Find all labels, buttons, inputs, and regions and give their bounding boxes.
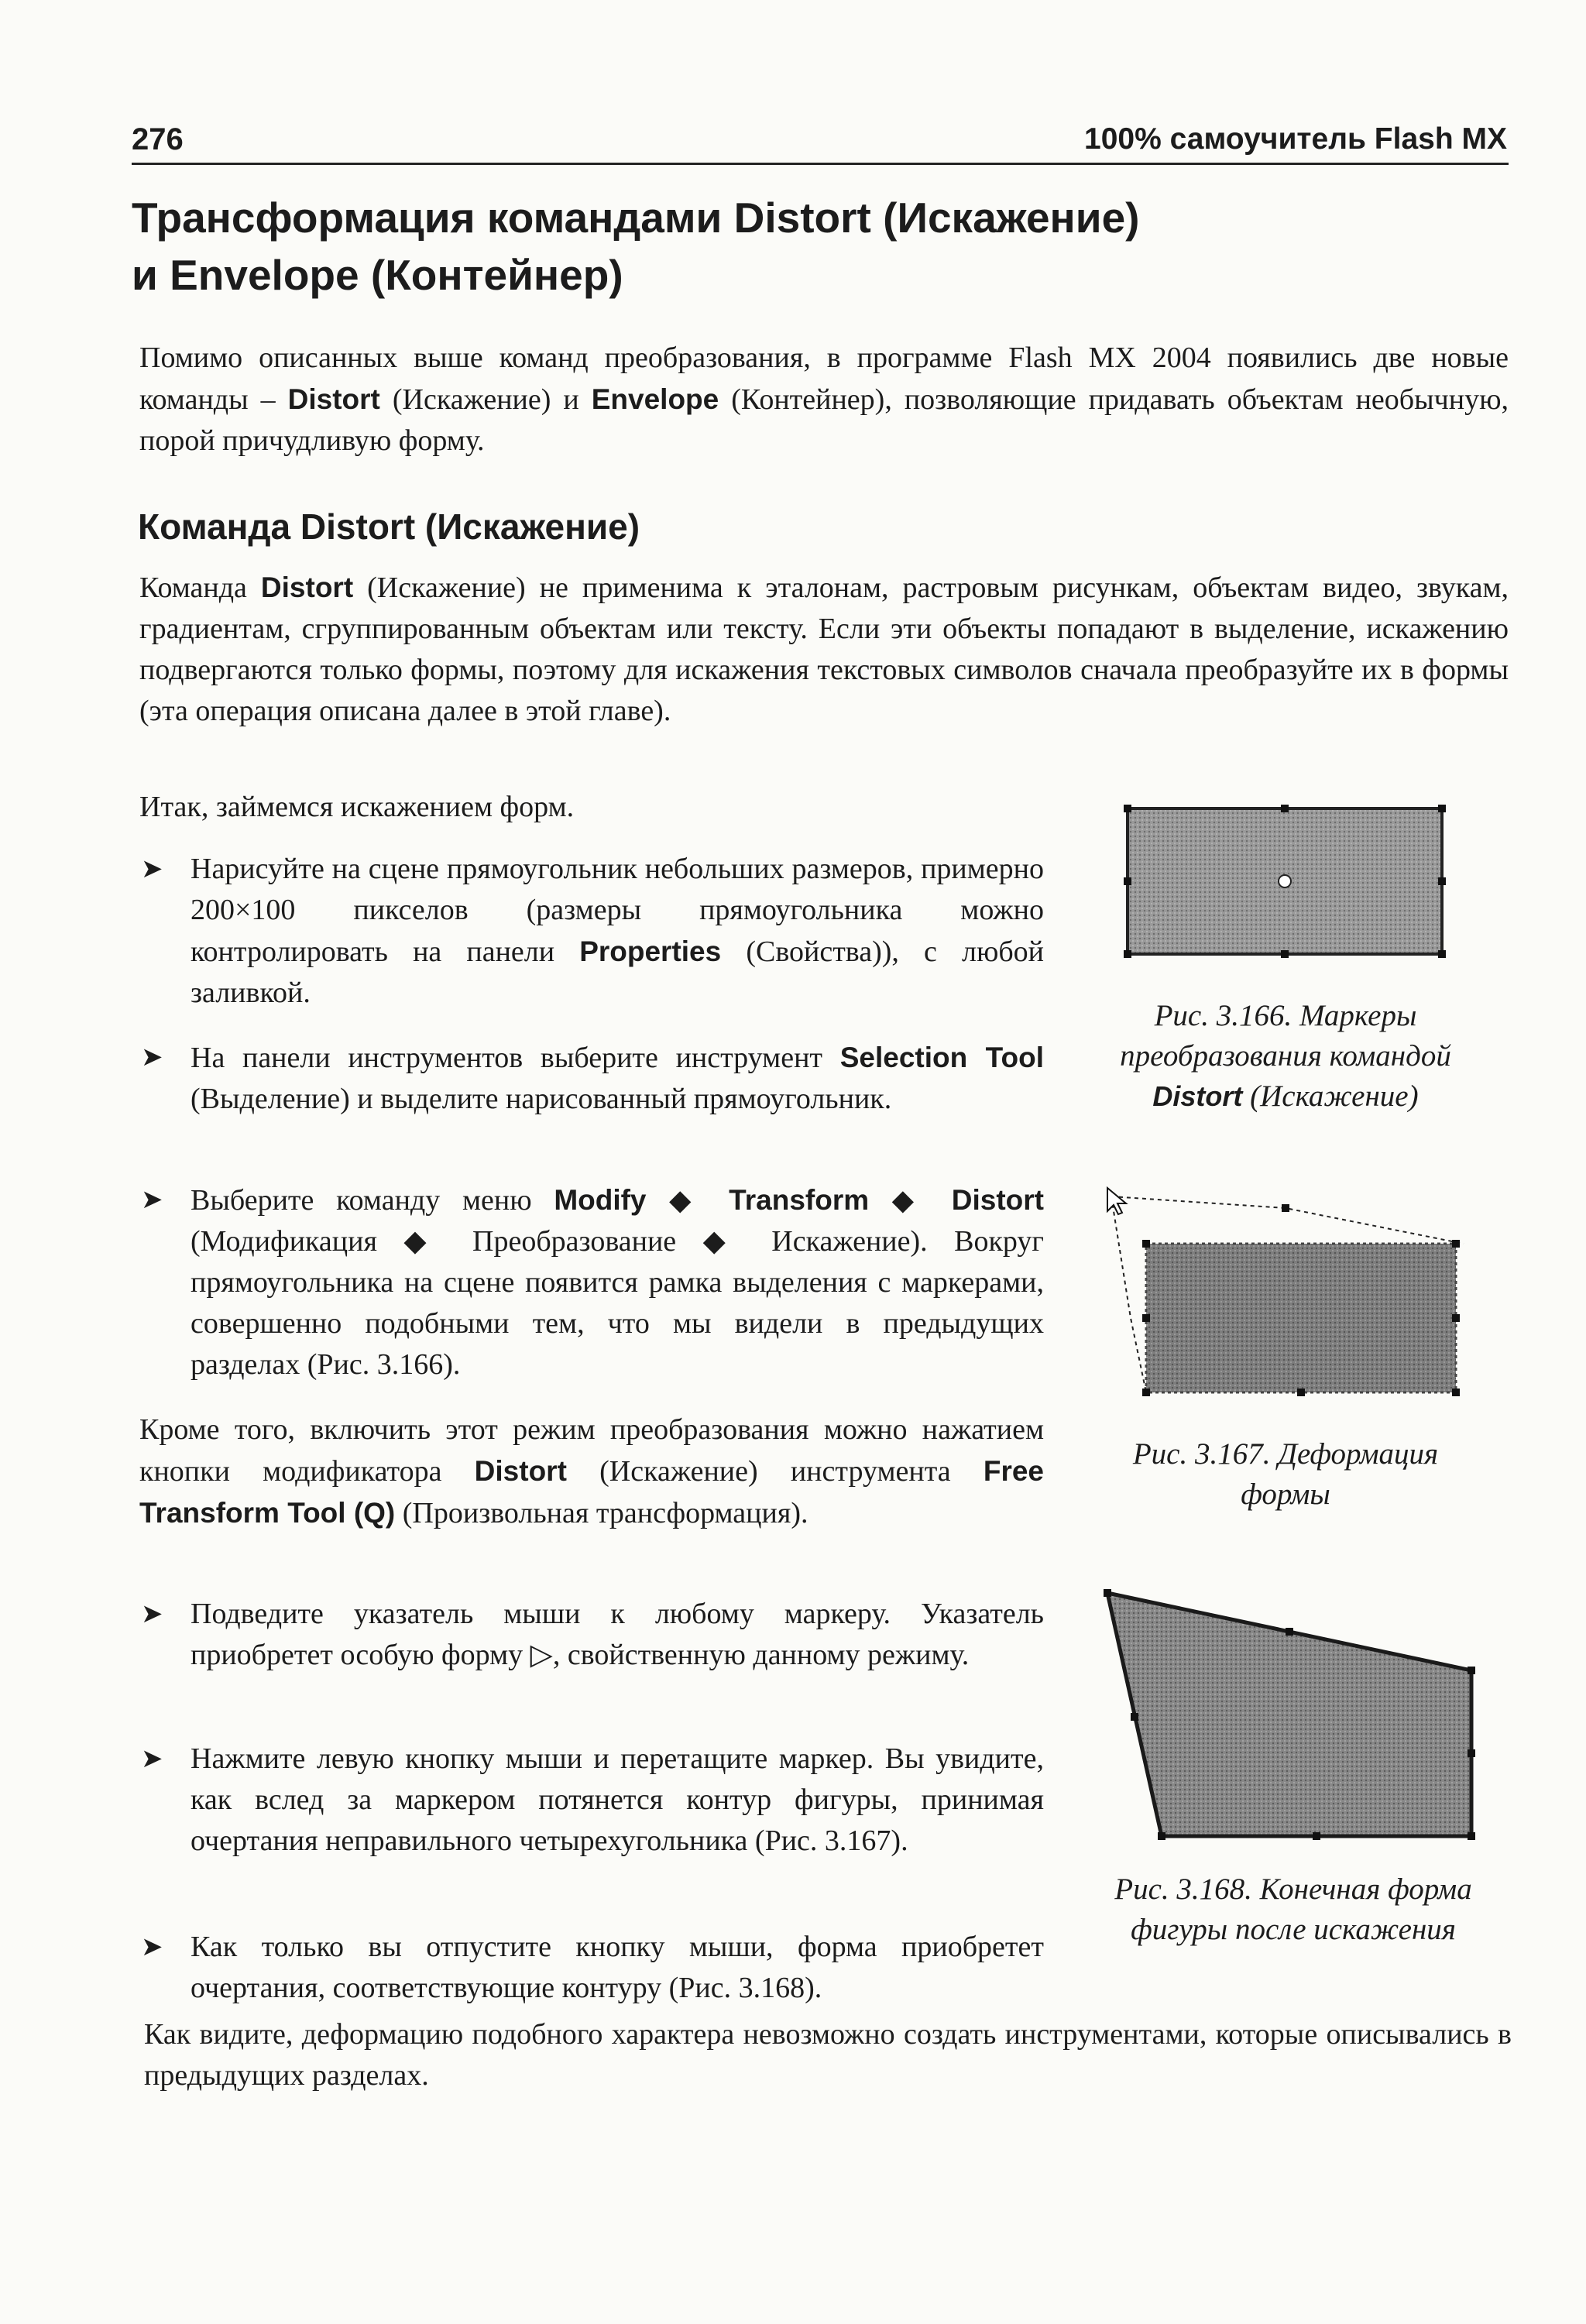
list-item: ➤ Выберите команду меню Modify ◆ Transform ◆ Distort (Модификация ◆ Преобразование ◆ Искажение). Вокруг прямоугольника на сцене появится рамка выделения с маркерами, совершенно подобными тем, что мы видели в предыдущих разделах (Рис. 3.166). [191,1179,1044,1385]
distort-outline-top [1111,1196,1464,1244]
distort-outline-left [1111,1196,1146,1392]
bullet-arrow-icon: ➤ [141,1600,163,1629]
paragraph-distort: Команда Distort (Искажение) не применима к эталонам, растровым рисункам, объектам видео, звукам, градиентам, сгруппированным объектам или тексту. Если эти объекты попадают в выделение, искажению подвергаются только формы, поэтому для искажения текстовых символов сначала преобразуйте их в формы (эта операция описана далее в этой главе). [139,572,1509,727]
list-item: ➤ На панели инструментов выберите инструмент Selection Tool (Выделение) и выделите нарисованный прямоугольник. [191,1037,1044,1120]
final-paragraph: Как видите, деформацию подобного характера невозможно создать инструментами, которые описывались в предыдущих разделах. [144,2018,1512,2092]
figure-3-167-caption: Рис. 3.167. Деформация формы [1132,1437,1439,1511]
list-item: ➤ Нарисуйте на сцене прямоугольник небольших размеров, примерно 200×100 пикселов (размеры прямоугольника можно контролировать на панели Properties (Свойства)), с любой заливкой. [191,849,1044,1014]
running-header: 100% самоучитель Flash MX [1084,122,1507,156]
bullet-arrow-icon: ➤ [141,1745,163,1773]
page-number: 276 [132,122,184,156]
bullet-arrow-icon: ➤ [141,1933,163,1962]
bullet-arrow-icon: ➤ [141,1043,163,1072]
section-title-line1: Трансформация командами Distort (Искажение) [132,194,1140,242]
paragraph-intro-steps: Итак, займемся искажением форм. [139,791,575,823]
section-title [132,189,1448,304]
list-item: ➤ Как только вы отпустите кнопку мыши, форма приобретет очертания, соответствующие контуру (Рис. 3.168). [191,1927,1044,2009]
distort-pointer-icon [1107,1188,1126,1214]
figure-3-166 [1115,798,1456,976]
header-rule [132,163,1509,165]
intro-paragraph: Помимо описанных выше команд преобразования, в программе Flash MX 2004 появились две новые команды – Distort (Искажение) и Envelope (Контейнер), позволяющие придавать объектам необычную, порой причудливую форму. [139,342,1509,457]
subheading: Команда Distort (Искажение) [138,506,640,547]
list-item: ➤ Нажмите левую кнопку мыши и перетащите маркер. Вы увидите, как вслед за маркером потянется контур фигуры, принимая очертания неправильного четырехугольника (Рис. 3.167). [191,1739,1044,1862]
bullet-arrow-icon: ➤ [141,855,163,884]
original-rectangle [1146,1244,1456,1392]
figure-3-166-caption: Рис. 3.166. Маркеры преобразования командой Distort (Искажение) [1120,999,1451,1113]
paragraph-modifier: Кроме того, включить этот режим преобразования можно нажатием кнопки модификатора Distort (Искажение) инструмента Free Transform Tool (Q) (Произвольная трансформация). [139,1413,1044,1529]
list-item: ➤ Подведите указатель мыши к любому маркеру. Указатель приобретет особую форму ▷, свойственную данному режиму. [191,1594,1044,1676]
figure-3-168 [1100,1584,1487,1847]
figure-3-168-caption: Рис. 3.168. Конечная форма фигуры после искажения [1114,1873,1472,1946]
center-point [1279,875,1291,887]
bullet-arrow-icon: ➤ [141,1186,163,1214]
figure-3-167 [1092,1177,1479,1409]
section-title-line2: и Envelope (Контейнер) [132,251,623,299]
